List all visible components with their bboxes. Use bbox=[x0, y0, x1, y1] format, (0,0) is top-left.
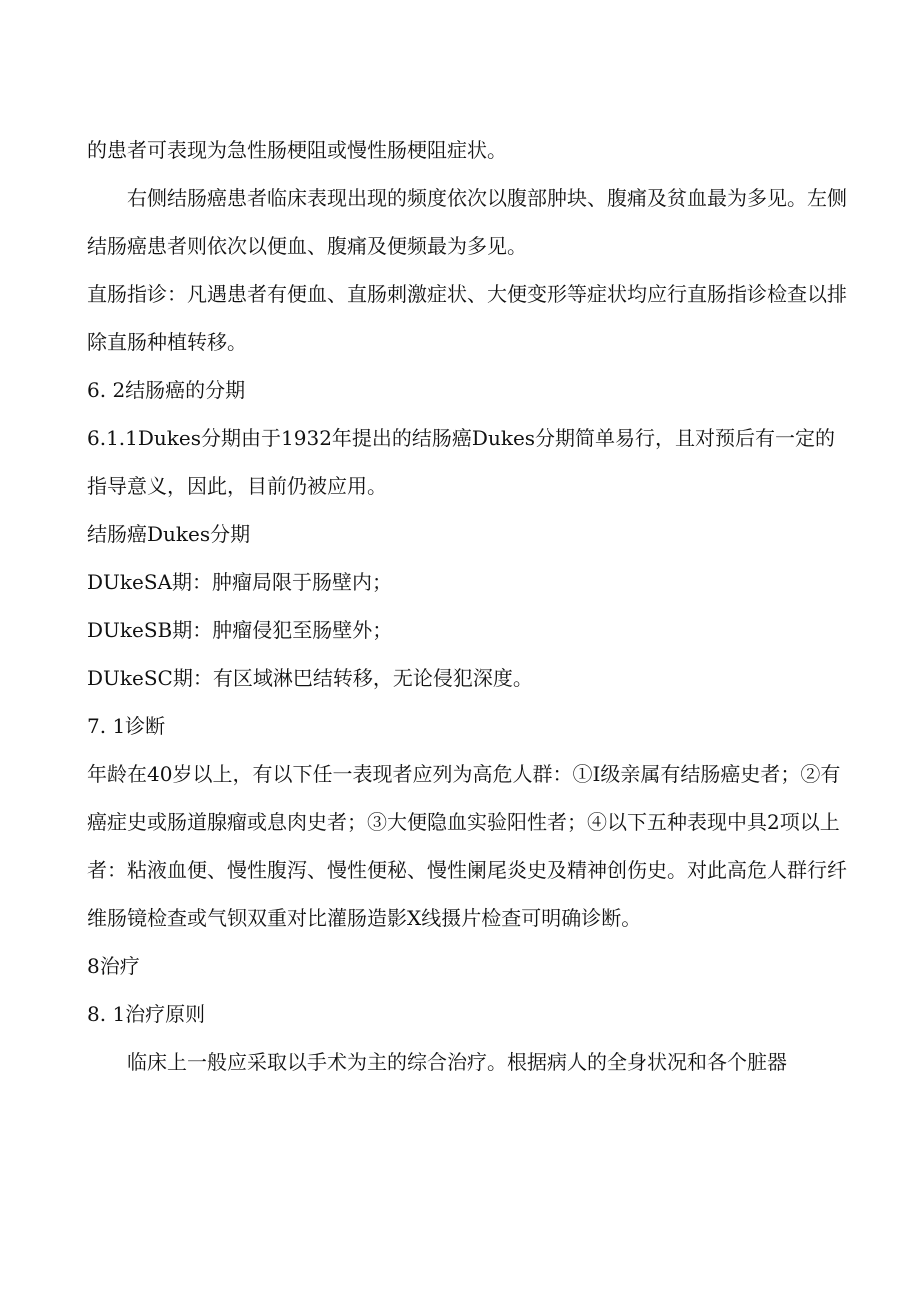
list-item-dukes-a: DUkeSA期：肿瘤局限于肠壁内； bbox=[87, 570, 392, 594]
paragraph-obstruction: 的患者可表现为急性肠梗阻或慢性肠梗阻症状。 bbox=[87, 138, 507, 162]
heading-treatment-principles: 8. 1治疗原则 bbox=[87, 1002, 206, 1026]
paragraph-rectal-exam: 直肠指诊：凡遇患者有便血、直肠刺激症状、大便变形等症状均应行直肠指诊检查以排除直肠种植转移。 bbox=[87, 282, 847, 354]
document-body bbox=[87, 126, 847, 1086]
heading-dukes-staging: 结肠癌Dukes分期 bbox=[87, 522, 251, 546]
list-item-dukes-c: DUkeSC期：有区域淋巴结转移，无论侵犯深度。 bbox=[87, 666, 533, 690]
paragraph-treatment-principles: 临床上一般应采取以手术为主的综合治疗。根据病人的全身状况和各个脏器 bbox=[127, 1050, 787, 1074]
paragraph-high-risk: 年龄在40岁以上，有以下任一表现者应列为高危人群：①I级亲属有结肠癌史者；②有癌症史或肠道腺瘤或息肉史者；③大便隐血实验阳性者；④以下五种表现中具2项以上者：粘液血便、慢性腹泻、慢性便秘、慢性阑尾炎史及精神创伤史。对此高危人群行纤维肠镜检查或气钡双重对比灌肠造影X线摄片检查可明确诊断。 bbox=[87, 762, 847, 930]
paragraph-symptoms-frequency: 右侧结肠癌患者临床表现出现的频度依次以腹部肿块、腹痛及贫血最为多见。左侧结肠癌患者则依次以便血、腹痛及便频最为多见。 bbox=[87, 186, 847, 258]
paragraph-dukes-intro: 6.1.1Dukes分期由于1932年提出的结肠癌Dukes分期简单易行，且对预后有一定的指导意义，因此，目前仍被应用。 bbox=[87, 426, 836, 498]
heading-staging: 6. 2结肠癌的分期 bbox=[87, 378, 246, 402]
heading-diagnosis: 7. 1诊断 bbox=[87, 714, 166, 738]
heading-treatment: 8治疗 bbox=[87, 954, 140, 978]
list-item-dukes-b: DUkeSB期：肿瘤侵犯至肠壁外； bbox=[87, 618, 393, 642]
